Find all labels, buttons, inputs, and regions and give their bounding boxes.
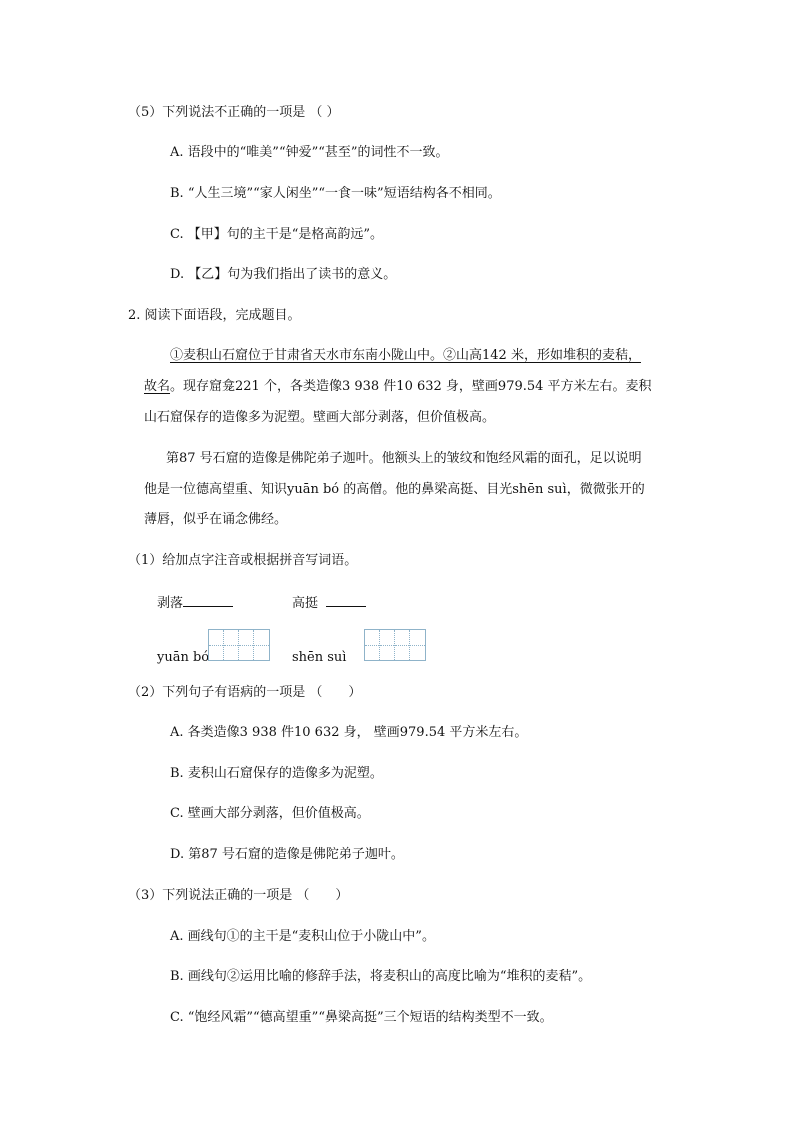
q5-stem: （5）下列说法不正确的一项是 （ ）: [128, 105, 340, 120]
underlined-sentence-2b: 故名: [144, 379, 171, 394]
writing-grid-1[interactable]: [208, 629, 270, 661]
q2-p1-line3: 山石窟保存的造像多为泥塑。壁画大部分剥落，但价值极高。: [144, 410, 496, 425]
sub3-option-a: A. 画线句①的主干是“麦积山位于小陇山中”。: [170, 929, 435, 944]
q2-p1-text: 。现存窟龛221 个，各类造像3 938 件10 632 身，壁画979.54 平方米左右。麦积: [170, 379, 652, 394]
q2-title: 2. 阅读下面语段，完成题目。: [128, 308, 301, 323]
sub3-stem: （3）下列说法正确的一项是 （ ）: [128, 888, 349, 903]
sub3-option-c: C. “饱经风霜”“德高望重”“鼻梁高挺”三个短语的结构类型不一致。: [170, 1010, 553, 1025]
q5-option-b: B. “人生三境”“家人闲坐”“一食一味”短语结构各不相同。: [170, 186, 501, 201]
sub1-pinyin2: shēn suì: [292, 650, 347, 665]
q5-option-d: D. 【乙】句为我们指出了读书的意义。: [170, 267, 397, 282]
sub1-word2-row: [292, 592, 366, 614]
answer-blank-2[interactable]: [326, 592, 366, 607]
sub2-option-c: C. 壁画大部分剥落，但价值极高。: [170, 806, 370, 821]
q5-option-a: A. 语段中的“唯美”“钟爱”“甚至”的词性不一致。: [170, 145, 449, 160]
writing-grid-2[interactable]: [364, 629, 426, 661]
sub1-stem: （1）给加点字注音或根据拼音写词语。: [128, 553, 358, 568]
sub1-word1-row: [157, 592, 233, 614]
q5-option-c: C. 【甲】句的主干是“是格高韵远”。: [170, 227, 384, 242]
sub2-option-b: B. 麦积山石窟保存的造像多为泥塑。: [170, 766, 383, 781]
sub2-stem: （2）下列句子有语病的一项是 （ ）: [128, 685, 362, 700]
sub2-option-a: A. 各类造像3 938 件10 632 身， 壁画979.54 平方米左右。: [170, 725, 528, 740]
sub1-word1: 剥落: [157, 596, 184, 611]
q2-p1-line2: [144, 377, 652, 397]
underlined-sentence-1: ①麦积山石窟位于甘肃省天水市东南小陇山中。: [170, 348, 444, 363]
sub2-option-d: D. 第87 号石窟的造像是佛陀弟子迦叶。: [170, 847, 404, 862]
q2-p2-line1: 第87 号石窟的造像是佛陀弟子迦叶。他额头上的皱纹和饱经风霜的面孔，足以说明: [166, 451, 642, 466]
q2-p1-line1: [170, 346, 641, 366]
sub3-option-b: B. 画线句②运用比喻的修辞手法，将麦积山的高度比喻为“堆积的麦秸”。: [170, 969, 592, 984]
answer-blank-1[interactable]: [183, 592, 233, 607]
underlined-sentence-2a: ②山高142 米，形如堆积的麦秸，: [443, 348, 641, 363]
sub1-pinyin1: yuān bó: [157, 650, 210, 665]
sub1-word2: 高挺: [292, 596, 319, 611]
q2-p2-line3: 薄唇，似乎在诵念佛经。: [144, 512, 288, 527]
q2-p2-line2: 他是一位德高望重、知识yuān bó 的高僧。他的鼻梁高挺、目光shēn suì，微微张开的: [144, 482, 645, 497]
